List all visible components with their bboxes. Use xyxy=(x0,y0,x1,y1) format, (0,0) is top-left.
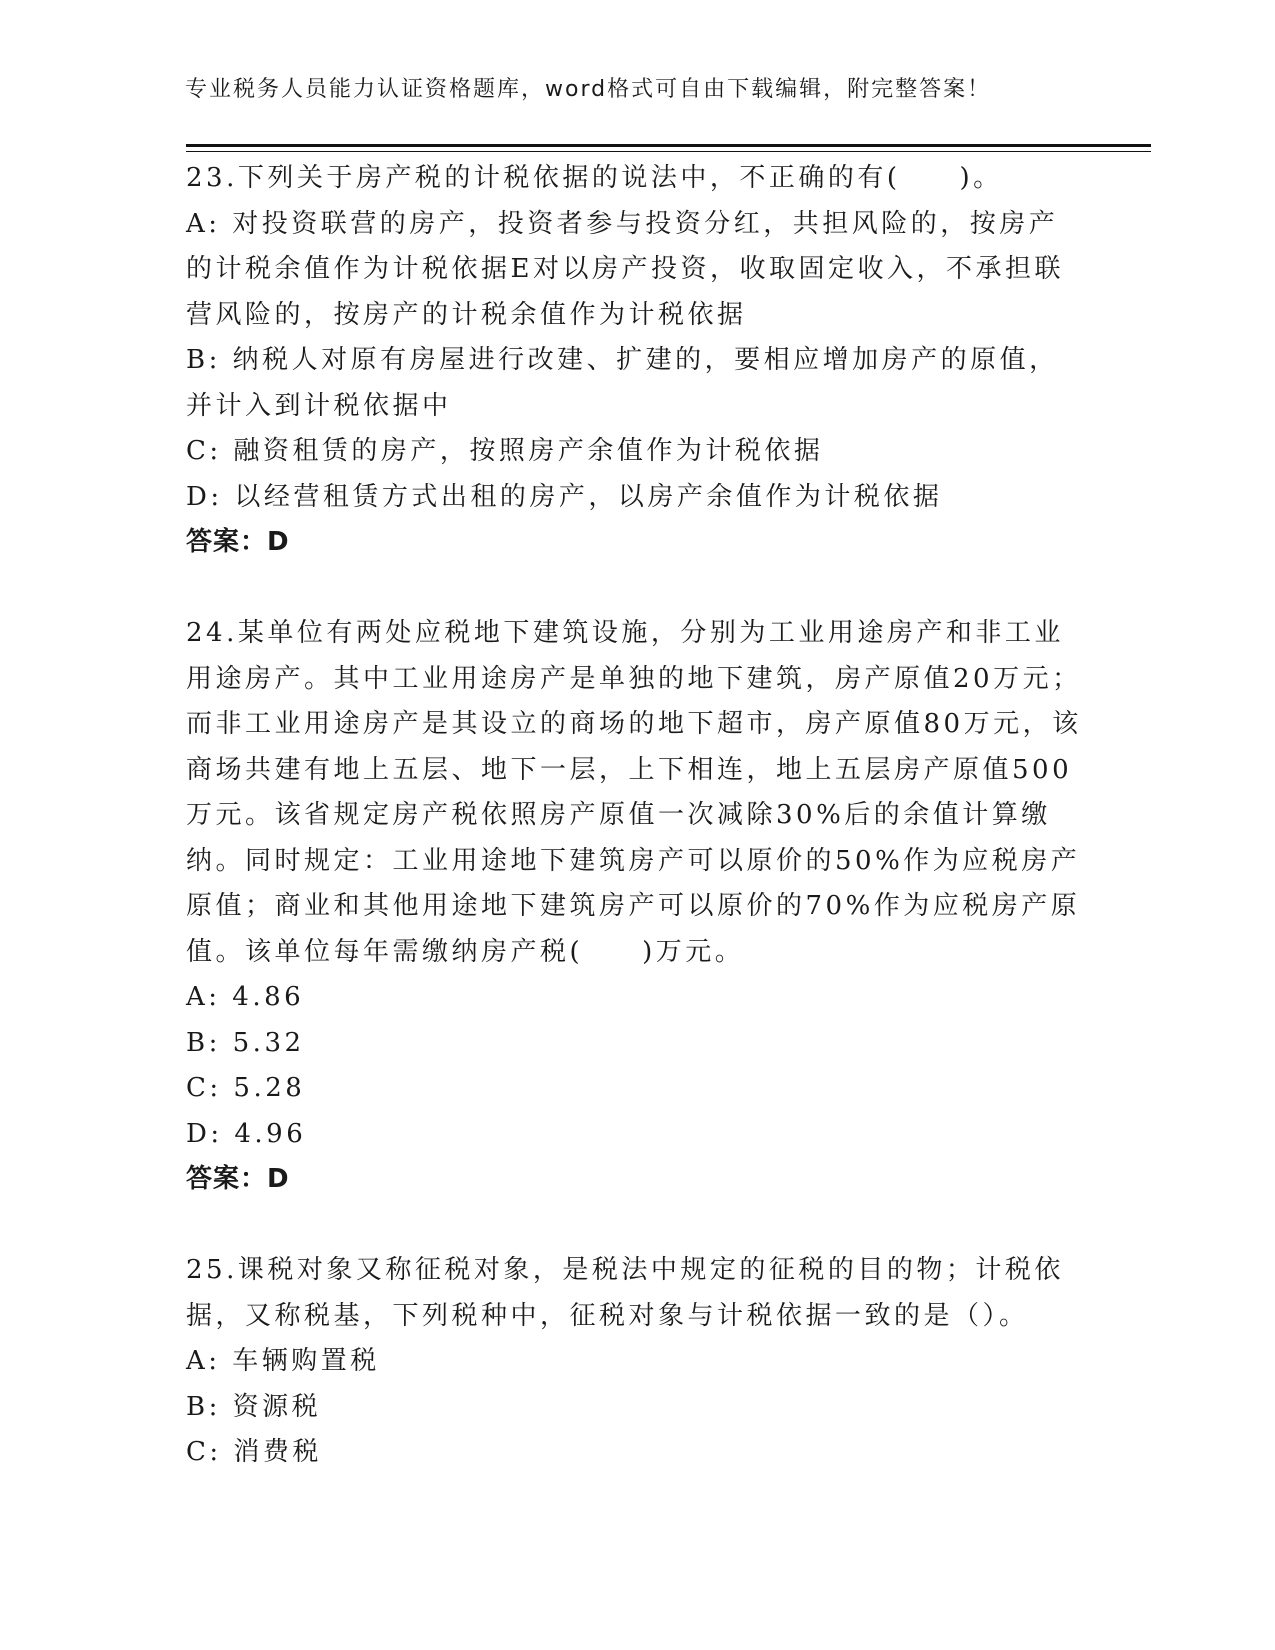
question-list xyxy=(186,156,1086,1476)
question-25 xyxy=(186,1248,1086,1476)
option-c: C: 融资租赁的房产，按照房产余值作为计税依据 xyxy=(186,436,824,466)
question-24 xyxy=(186,611,1086,1203)
option-b: B: 纳税人对原有房屋进行改建、扩建的，要相应增加房产的原值，并计入到计税依据中 xyxy=(186,345,1059,421)
question-stem: 25.课税对象又称征税对象，是税法中规定的征税的目的物；计税依据，又称税基，下列税种中，征税对象与计税依据一致的是（）。 xyxy=(186,1255,1064,1331)
option-c: C: 消费税 xyxy=(186,1437,322,1467)
page-header: 专业税务人员能力认证资格题库，word格式可自由下载编辑，附完整答案！ xyxy=(185,77,992,102)
option-a: A: 车辆购置税 xyxy=(186,1346,380,1376)
answer: 答案：D xyxy=(186,1164,290,1194)
option-d: D: 4.96 xyxy=(186,1118,307,1149)
question-stem: 23.下列关于房产税的计税依据的说法中，不正确的有( )。 xyxy=(186,163,1003,193)
option-a: A: 4.86 xyxy=(186,982,305,1012)
answer: 答案：D xyxy=(186,527,290,557)
question-23 xyxy=(186,156,1086,566)
option-b: B: 资源税 xyxy=(186,1391,322,1422)
option-b: B: 5.32 xyxy=(186,1027,305,1058)
header-divider-thick xyxy=(186,144,1151,147)
spacer xyxy=(186,1203,1086,1249)
spacer xyxy=(186,566,1086,612)
header-divider-thin xyxy=(186,151,1151,152)
option-d: D: 以经营租赁方式出租的房产，以房产余值作为计税依据 xyxy=(186,481,943,512)
option-a: A: 对投资联营的房产，投资者参与投资分红，共担风险的，按房产的计税余值作为计税依据E对以房产投资，收取固定收入，不承担联营风险的，按房产的计税余值作为计税依据 xyxy=(186,208,1064,330)
question-stem: 24.某单位有两处应税地下建筑设施，分别为工业用途房产和非工业用途房产。其中工业用途房产是单独的地下建筑，房产原值20万元；而非工业用途房产是其设立的商场的地下超市，房产原值80万元，该商场共建有地上五层、地下一层，上下相连，地上五层房产原值500万元。该省规定房产税依照房产原值一次减除30%后的余值计算缴纳。同时规定：工业用途地下建筑房产可以原价的50%作为应税房产原值；商业和其他用途地下建筑房产可以原价的70%作为应税房产原值。该单位每年需缴纳房产税( )万元。 xyxy=(186,618,1082,967)
option-c: C: 5.28 xyxy=(186,1073,306,1103)
